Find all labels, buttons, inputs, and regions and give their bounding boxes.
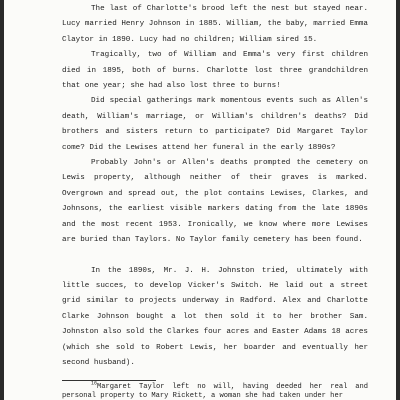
paragraph: In the 1890s, Mr. J. H. Johnston tried, ultimately with little succes, to develop Vicker's Switch. He laid out a street grid similar to projects underway in Radford. Alex and Charlotte Clarke Johnson bought a lot then sold it to her brother Sam. Johnston also sold the Clarkes four acres and Easter Adams 18 acres (which she sold to Robert Lewis, her boarder and eventually her second husband).: [62, 266, 368, 367]
body-text: [62, 2, 368, 371]
footnote-text: Margaret Taylor left no will, having deeded her real and personal property to Mary Rickett, a woman she had taken under her: [62, 383, 368, 400]
footnote: [62, 380, 368, 400]
footnote-divider: [62, 380, 156, 381]
paragraph: Did special gatherings mark momentous events such as Allen's death, William's marriage, or William's children's deaths? Did brothers and sisters return to participate? Did Margaret Taylor come? Did the Lewises attend her funeral in the early 1890s?: [62, 97, 368, 152]
paragraph: Probably John's or Allen's deaths prompted the cemetery on Lewis property, although neither of their graves is marked. Overgrown and spread out, the plot contains Lewises, Clarkes, and Johnsons, the earliest visible markers dating from the late 1890s and the most recent 1953. Ironically, we know where more Lewises are buried than Taylors. No Taylor family cemetery has been found.: [62, 159, 368, 245]
paragraph: Tragically, two of William and Emma's very first children died in 1895, both of burns. Charlotte lost three grandchildren that one year; she had also lost three to burns!: [62, 51, 368, 91]
document-page: [4, 0, 396, 400]
paragraph-gap: [62, 249, 368, 264]
paragraph: The last of Charlotte's brood left the nest but stayed near. Lucy married Henry Johnson in 1885. William, the baby, married Emma Claytor in 1890. Lucy had no children; William sired 15.: [62, 5, 368, 44]
footnote-marker: 16: [91, 380, 98, 387]
